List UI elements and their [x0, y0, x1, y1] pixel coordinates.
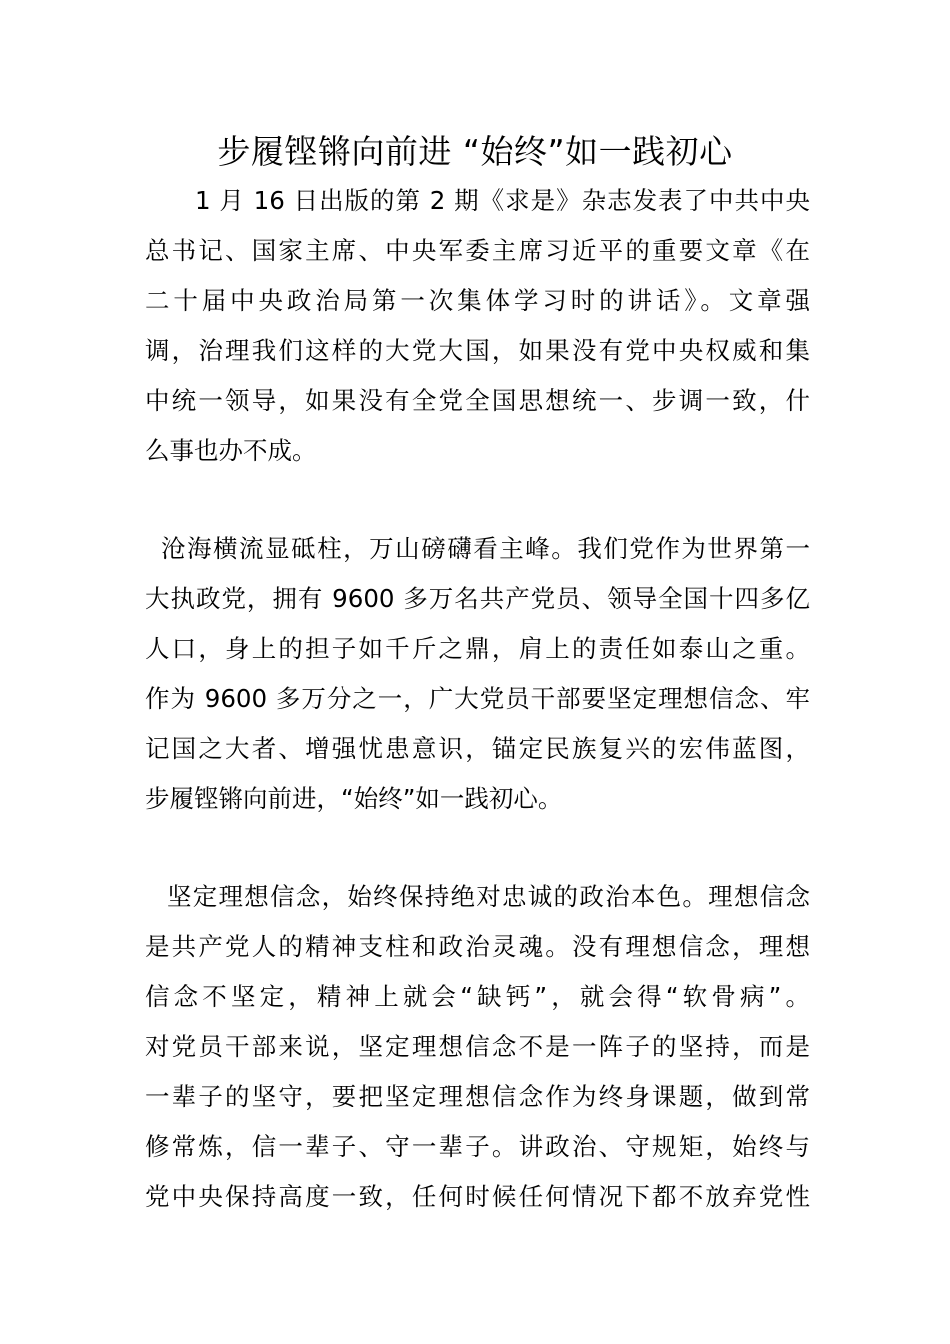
paragraph-line: 作为 9600 多万分之一，广大党员干部要坚定理想信念、牢	[145, 684, 810, 713]
paragraph-line: 大执政党，拥有 9600 多万名共产党员、领导全国十四多亿	[145, 584, 810, 613]
paragraph-line: 一辈子的坚守，要把坚定理想信念作为终身课题，做到常	[145, 1082, 810, 1111]
paragraph-line: 记国之大者、增强忧患意识，锚定民族复兴的宏伟蓝图，	[145, 734, 810, 763]
paragraph-2	[145, 524, 810, 824]
paragraph-line: 是共产党人的精神支柱和政治灵魂。没有理想信念，理想	[145, 932, 810, 961]
paragraph-line: 信念不坚定，精神上就会“缺钙”，就会得“软骨病”。	[145, 982, 810, 1011]
paragraph-1	[145, 176, 810, 476]
paragraph-line: 沧海横流显砥柱，万山磅礴看主峰。我们党作为世界第一	[161, 534, 810, 563]
paragraph-line: 1 月 16 日出版的第 2 期《求是》杂志发表了中共中央	[195, 186, 810, 215]
paragraph-line: 坚定理想信念，始终保持绝对忠诚的政治本色。理想信念	[167, 882, 810, 911]
paragraph-line: 总书记、国家主席、中央军委主席习近平的重要文章《在	[145, 236, 810, 265]
paragraph-line: 党中央保持高度一致，任何时候任何情况下都不放弃党性	[145, 1182, 810, 1211]
paragraph-line: 修常炼，信一辈子、守一辈子。讲政治、守规矩，始终与	[145, 1132, 810, 1161]
paragraph-line: 二十届中央政治局第一次集体学习时的讲话》。文章强	[145, 286, 810, 315]
paragraph-line: 么事也办不成。	[145, 436, 317, 465]
paragraph-line: 中统一领导，如果没有全党全国思想统一、步调一致，什	[145, 386, 810, 415]
paragraph-line: 对党员干部来说，坚定理想信念不是一阵子的坚持，而是	[145, 1032, 810, 1061]
paragraph-line: 调，治理我们这样的大党大国，如果没有党中央权威和集	[145, 336, 810, 365]
document-title: 步履铿锵向前进 “始终”如一践初心	[217, 132, 733, 171]
paragraph-line: 步履铿锵向前进，“始终”如一践初心。	[145, 784, 563, 813]
paragraph-line: 人口，身上的担子如千斤之鼎，肩上的责任如泰山之重。	[145, 634, 810, 663]
paragraph-3	[145, 872, 810, 1222]
